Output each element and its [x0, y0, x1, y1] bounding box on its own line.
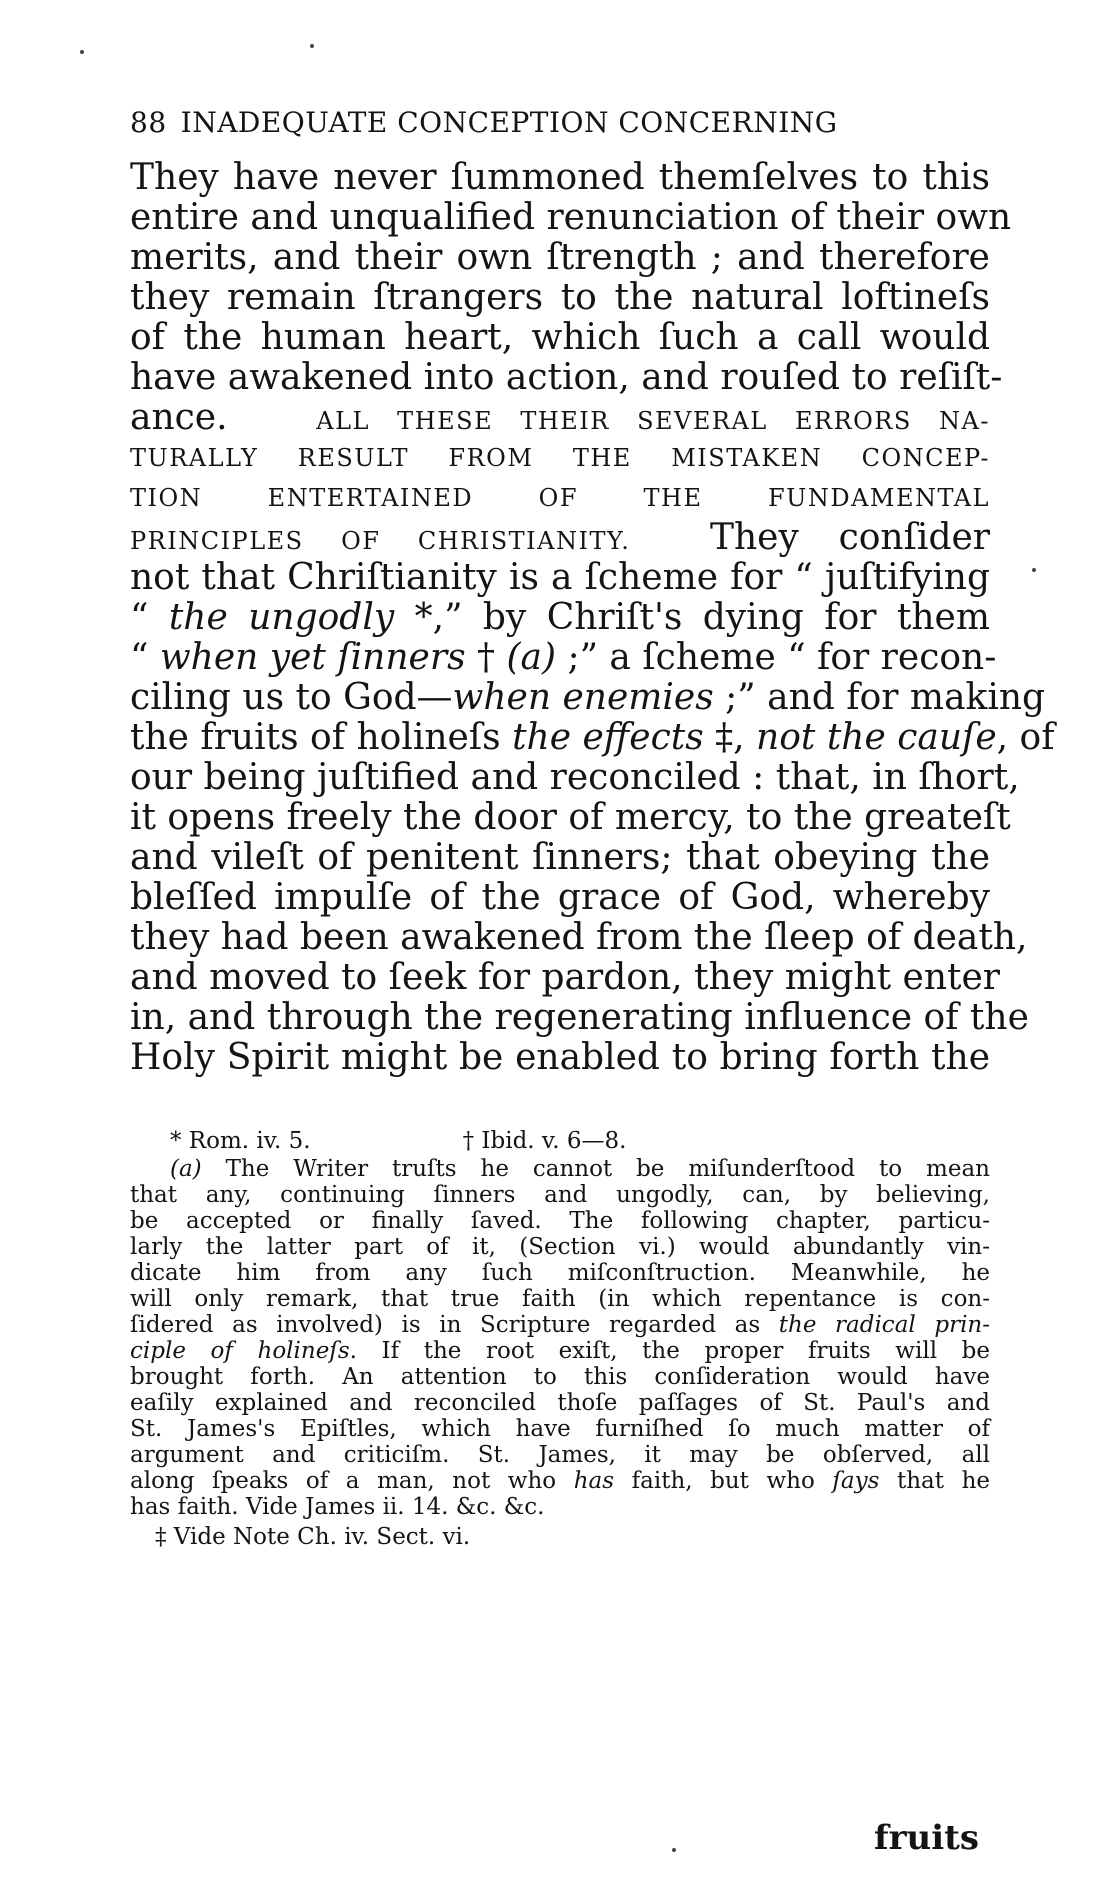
- small-caps-line: TION ENTERTAINED OF THE FUNDAMENTAL: [130, 484, 990, 512]
- text-fragment: the fruits of holineſs: [130, 717, 513, 758]
- paper-speck: [80, 50, 84, 54]
- page-number: 88: [130, 106, 167, 139]
- text-line: our being juſtified and reconciled : that, in ſhort,: [130, 757, 1020, 798]
- text-line: have awakened into action, and rouſed to reſiſt-: [130, 357, 1003, 398]
- footnote-line: brought forth. An attention to this conſideration would have: [130, 1364, 990, 1390]
- main-text: [130, 157, 1055, 1078]
- running-title: INADEQUATE CONCEPTION CONCERNING: [180, 106, 838, 139]
- italic-text: the effects: [512, 717, 704, 758]
- text-fragment: that he: [879, 1468, 990, 1494]
- text-line: of the human heart, which ſuch a call would: [130, 317, 990, 358]
- footnote-line: [130, 1338, 990, 1364]
- paper-speck: [1032, 568, 1036, 572]
- paper-speck: [672, 1848, 676, 1852]
- text-line: Holy Spirit might be enabled to bring forth the: [130, 1037, 990, 1078]
- text-line: [130, 598, 990, 638]
- footnote-line: [130, 1156, 990, 1182]
- footnote-line: larly the latter part of it, (Section vi.) would abundantly vin-: [130, 1234, 990, 1260]
- footnote-ref-ibid: † Ibid. v. 6—8.: [462, 1128, 627, 1154]
- page-header: [130, 106, 838, 139]
- footnote-references: [130, 1128, 990, 1156]
- text-fragment: †: [465, 637, 507, 678]
- footnote-line: will only remark, that true faith (in which repentance is con-: [130, 1286, 990, 1312]
- text-line: and moved to ſeek for pardon, they might enter: [130, 957, 1001, 998]
- text-fragment: ‡,: [703, 717, 757, 758]
- text-line: [130, 518, 990, 558]
- italic-text: ciple of holineſs: [130, 1338, 350, 1364]
- text-line: merits, and their own ſtrength ; and therefore: [130, 237, 990, 278]
- text-fragment: ance.: [130, 397, 228, 438]
- text-fragment: ciling us to God—: [130, 677, 453, 718]
- italic-text: when enemies: [452, 677, 714, 718]
- text-fragment: , of: [996, 717, 1055, 758]
- small-caps-text: ALL THESE THEIR SEVERAL ERRORS NA-: [316, 407, 990, 435]
- footnote-line: ‡ Vide Note Ch. iv. Sect. vi.: [155, 1524, 471, 1550]
- footnote-line: eaſily explained and reconciled thoſe paſſages of St. Paul's and: [130, 1390, 990, 1416]
- footnote-line: [130, 1468, 990, 1494]
- text-line: [130, 637, 997, 678]
- footnote-line: [130, 1312, 990, 1338]
- footnote-line: dicate him from any ſuch miſconſtruction. Meanwhile, he: [130, 1260, 990, 1286]
- footnote-line: be accepted or finally ſaved. The following chapter, particu-: [130, 1208, 990, 1234]
- footnote-line: that any, continuing ſinners and ungodly, can, by believing,: [130, 1182, 990, 1208]
- text-line: and vileſt of penitent ſinners; that obeying the: [130, 837, 990, 878]
- italic-text: the ungodly: [168, 597, 395, 638]
- text-line: not that Chriſtianity is a ſcheme for “ juſtifying: [130, 557, 990, 598]
- text-line: [130, 398, 990, 438]
- text-fragment: ;” and for making: [713, 677, 1046, 718]
- text-line: they remain ſtrangers to the natural loftineſs: [130, 277, 990, 318]
- text-fragment: faith, but who: [614, 1468, 833, 1494]
- footnote-line: argument and criticiſm. St. James, it may be obſerved, all: [130, 1442, 990, 1468]
- text-fragment: ;” a ſcheme “ for recon-: [556, 637, 997, 678]
- italic-text: (a): [506, 637, 556, 678]
- text-fragment: ſidered as involved) is in Scripture regarded as: [130, 1312, 779, 1338]
- text-fragment: *,” by Chriſt's dying for them: [394, 597, 990, 638]
- footnotes: [130, 1128, 990, 1550]
- text-line: it opens freely the door of mercy, to the greateſt: [130, 797, 1011, 838]
- footnote-line: has faith. Vide James ii. 14. &c. &c.: [130, 1494, 545, 1520]
- italic-text: when yet ſinners: [159, 637, 466, 678]
- italic-text: the radical prin-: [778, 1312, 991, 1338]
- text-line: [130, 677, 1046, 718]
- footnote-line: St. James's Epiſtles, which have furniſhed ſo much matter of: [130, 1416, 990, 1442]
- text-fragment: along ſpeaks of a man, not who: [130, 1468, 574, 1494]
- text-fragment: “: [130, 597, 169, 638]
- small-caps-line: TURALLY RESULT FROM THE MISTAKEN CONCEP-: [130, 444, 990, 472]
- italic-text: (a): [170, 1156, 202, 1182]
- text-line: They have never ſummoned themſelves to this: [130, 157, 990, 198]
- text-fragment: They conſider: [709, 517, 991, 558]
- catchword: fruits: [874, 1818, 980, 1858]
- text-fragment: “: [130, 637, 160, 678]
- text-line: entire and unqualified renunciation of their own: [130, 197, 1012, 238]
- text-fragment: . If the root exiſt, the proper fruits will be: [349, 1338, 990, 1364]
- footnote-ref-rom: * Rom. iv. 5.: [170, 1128, 311, 1154]
- small-caps-text: PRINCIPLES OF CHRISTIANITY.: [130, 527, 631, 555]
- text-line: in, and through the regenerating influence of the: [130, 997, 1029, 1038]
- text-line: bleſſed impulſe of the grace of God, whereby: [130, 877, 990, 918]
- italic-text: has: [573, 1468, 615, 1494]
- paper-speck: [310, 44, 314, 48]
- text-line: [130, 717, 1055, 758]
- text-line: they had been awakened from the ſleep of death,: [130, 917, 1028, 958]
- text-fragment: The Writer truſts he cannot be miſunderſtood to mean: [201, 1156, 990, 1182]
- italic-text: ſays: [832, 1468, 880, 1494]
- italic-text: not the cauſe: [756, 717, 997, 758]
